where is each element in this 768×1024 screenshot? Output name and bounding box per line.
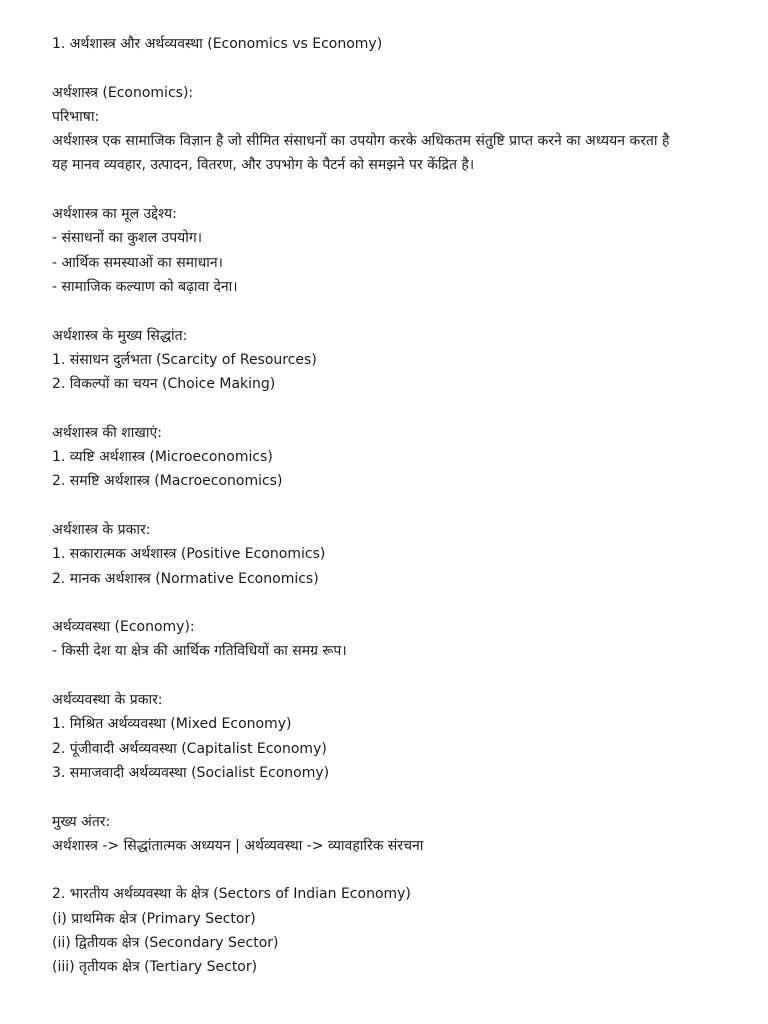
- section-title-types-economics: अर्थशास्त्र के प्रकार:: [52, 521, 151, 538]
- list-item: 2. पूंजीवादी अर्थव्यवस्था (Capitalist Economy): [52, 740, 327, 757]
- list-item: 3. समाजवादी अर्थव्यवस्था (Socialist Economy): [52, 764, 330, 781]
- list-item: - सामाजिक कल्याण को बढ़ावा देना।: [52, 278, 238, 295]
- list-item: - आर्थिक समस्याओं का समाधान।: [52, 254, 223, 271]
- list-item: - किसी देश या क्षेत्र की आर्थिक गतिविधियों का समग्र रूप।: [52, 643, 347, 660]
- list-item: 2. विकल्पों का चयन (Choice Making): [52, 376, 276, 393]
- list-item: 2. मानक अर्थशास्त्र (Normative Economics): [52, 570, 319, 587]
- list-item: 2. समष्टि अर्थशास्त्र (Macroeconomics): [52, 473, 283, 490]
- section-title-objectives: अर्थशास्त्र का मूल उद्देश्य:: [52, 206, 177, 223]
- list-item: 1. व्यष्टि अर्थशास्त्र (Microeconomics): [52, 449, 273, 466]
- list-item: 1. मिश्रित अर्थव्यवस्था (Mixed Economy): [52, 716, 292, 733]
- difference-text: अर्थशास्त्र -> सिद्धांतात्मक अध्ययन | अर्थव्यवस्था -> व्यावहारिक संरचना: [52, 837, 424, 854]
- section-title-types-economy: अर्थव्यवस्था के प्रकार:: [52, 692, 163, 709]
- definition-text-line-2: यह मानव व्यवहार, उत्पादन, वितरण, और उपभोग के पैटर्न को समझने पर केंद्रित है।: [52, 157, 475, 174]
- label-definition: परिभाषा:: [52, 108, 100, 125]
- heading-economics-vs-economy: 1. अर्थशास्त्र और अर्थव्यवस्था (Economics vs Economy): [52, 36, 383, 52]
- list-item: (iii) तृतीयक क्षेत्र (Tertiary Sector): [52, 959, 258, 976]
- definition-text-line-1: अर्थशास्त्र एक सामाजिक विज्ञान है जो सीमित संसाधनों का उपयोग करके अधिकतम संतुष्टि प्राप्त करने का अध्ययन करता है: [52, 133, 670, 150]
- section-title-economics: अर्थशास्त्र (Economics):: [52, 84, 194, 101]
- section-title-economy: अर्थव्यवस्था (Economy):: [52, 619, 195, 636]
- section-title-main-difference: मुख्य अंतर:: [52, 813, 111, 830]
- list-item: (ii) द्वितीयक क्षेत्र (Secondary Sector): [52, 934, 279, 951]
- list-item: (i) प्राथमिक क्षेत्र (Primary Sector): [52, 910, 256, 927]
- list-item: 1. संसाधन दुर्लभता (Scarcity of Resources): [52, 351, 317, 368]
- section-title-branches: अर्थशास्त्र की शाखाएं:: [52, 424, 162, 441]
- list-item: - संसाधनों का कुशल उपयोग।: [52, 230, 203, 247]
- section-title-principles: अर्थशास्त्र के मुख्य सिद्धांत:: [52, 327, 188, 344]
- document-body: [52, 32, 768, 980]
- heading-sectors-indian-economy: 2. भारतीय अर्थव्यवस्था के क्षेत्र (Sectors of Indian Economy): [52, 886, 411, 903]
- list-item: 1. सकारात्मक अर्थशास्त्र (Positive Economics): [52, 546, 326, 563]
